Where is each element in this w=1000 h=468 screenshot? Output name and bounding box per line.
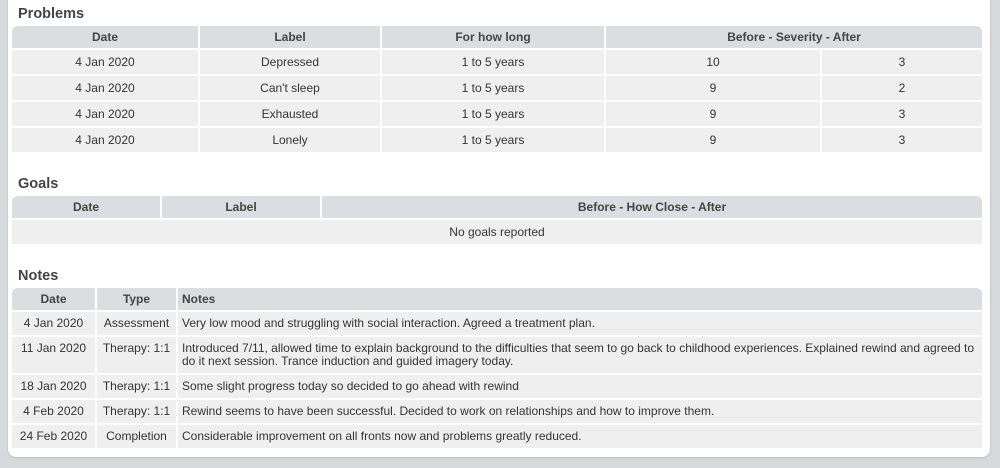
- note-text-cell: Very low mood and struggling with social interaction. Agreed a treatment plan.: [178, 312, 982, 335]
- table-row: [12, 375, 982, 398]
- type-cell: Completion: [97, 425, 176, 448]
- table-row: [12, 50, 982, 74]
- table-row: [12, 102, 982, 126]
- goals-empty-message: No goals reported: [12, 220, 982, 244]
- label-cell: Exhausted: [200, 102, 380, 126]
- label-cell: Can't sleep: [200, 76, 380, 100]
- severity-before-cell: 9: [606, 76, 820, 100]
- type-cell: Assessment: [97, 312, 176, 335]
- label-cell: Lonely: [200, 128, 380, 152]
- col-label: Label: [200, 26, 380, 48]
- date-cell: 11 Jan 2020: [12, 337, 95, 373]
- col-label: Label: [162, 196, 320, 218]
- col-duration: For how long: [382, 26, 604, 48]
- duration-cell: 1 to 5 years: [382, 50, 604, 74]
- table-row: [12, 400, 982, 423]
- severity-before-cell: 10: [606, 50, 820, 74]
- duration-cell: 1 to 5 years: [382, 128, 604, 152]
- table-row: [12, 312, 982, 335]
- goals-title: Goals: [18, 176, 59, 192]
- col-notes: Notes: [178, 288, 982, 310]
- note-text-cell: Considerable improvement on all fronts now and problems greatly reduced.: [178, 425, 982, 448]
- col-date: Date: [12, 196, 160, 218]
- col-date: Date: [12, 26, 198, 48]
- problems-table: [10, 24, 984, 154]
- col-severity: Before - Severity - After: [606, 26, 982, 48]
- table-row: [12, 337, 982, 373]
- type-cell: Therapy: 1:1: [97, 337, 176, 373]
- note-text-cell: Introduced 7/11, allowed time to explain background to the difficulties that seem to go back to childhood experiences. Explained rewind and agreed to do it next session. Trance induction and guided imagery today.: [178, 337, 982, 373]
- severity-before-cell: 9: [606, 102, 820, 126]
- table-row: [12, 76, 982, 100]
- note-text-cell: Some slight progress today so decided to go ahead with rewind: [178, 375, 982, 398]
- date-cell: 24 Feb 2020: [12, 425, 95, 448]
- col-date: Date: [12, 288, 95, 310]
- severity-before-cell: 9: [606, 128, 820, 152]
- label-cell: Depressed: [200, 50, 380, 74]
- duration-cell: 1 to 5 years: [382, 76, 604, 100]
- notes-title: Notes: [18, 268, 59, 284]
- notes-table: [10, 286, 984, 450]
- goals-table: [10, 194, 984, 246]
- severity-after-cell: 3: [822, 128, 982, 152]
- duration-cell: 1 to 5 years: [382, 102, 604, 126]
- col-closeness: Before - How Close - After: [322, 196, 982, 218]
- severity-after-cell: 3: [822, 50, 982, 74]
- severity-after-cell: 3: [822, 102, 982, 126]
- date-cell: 4 Jan 2020: [12, 128, 198, 152]
- date-cell: 4 Feb 2020: [12, 400, 95, 423]
- col-type: Type: [97, 288, 176, 310]
- note-text-cell: Rewind seems to have been successful. Decided to work on relationships and how to improve them.: [178, 400, 982, 423]
- date-cell: 4 Jan 2020: [12, 50, 198, 74]
- date-cell: 4 Jan 2020: [12, 102, 198, 126]
- date-cell: 4 Jan 2020: [12, 76, 198, 100]
- type-cell: Therapy: 1:1: [97, 375, 176, 398]
- problems-title: Problems: [18, 6, 85, 22]
- type-cell: Therapy: 1:1: [97, 400, 176, 423]
- date-cell: 18 Jan 2020: [12, 375, 95, 398]
- table-row: [12, 425, 982, 448]
- date-cell: 4 Jan 2020: [12, 312, 95, 335]
- table-row: [12, 128, 982, 152]
- severity-after-cell: 2: [822, 76, 982, 100]
